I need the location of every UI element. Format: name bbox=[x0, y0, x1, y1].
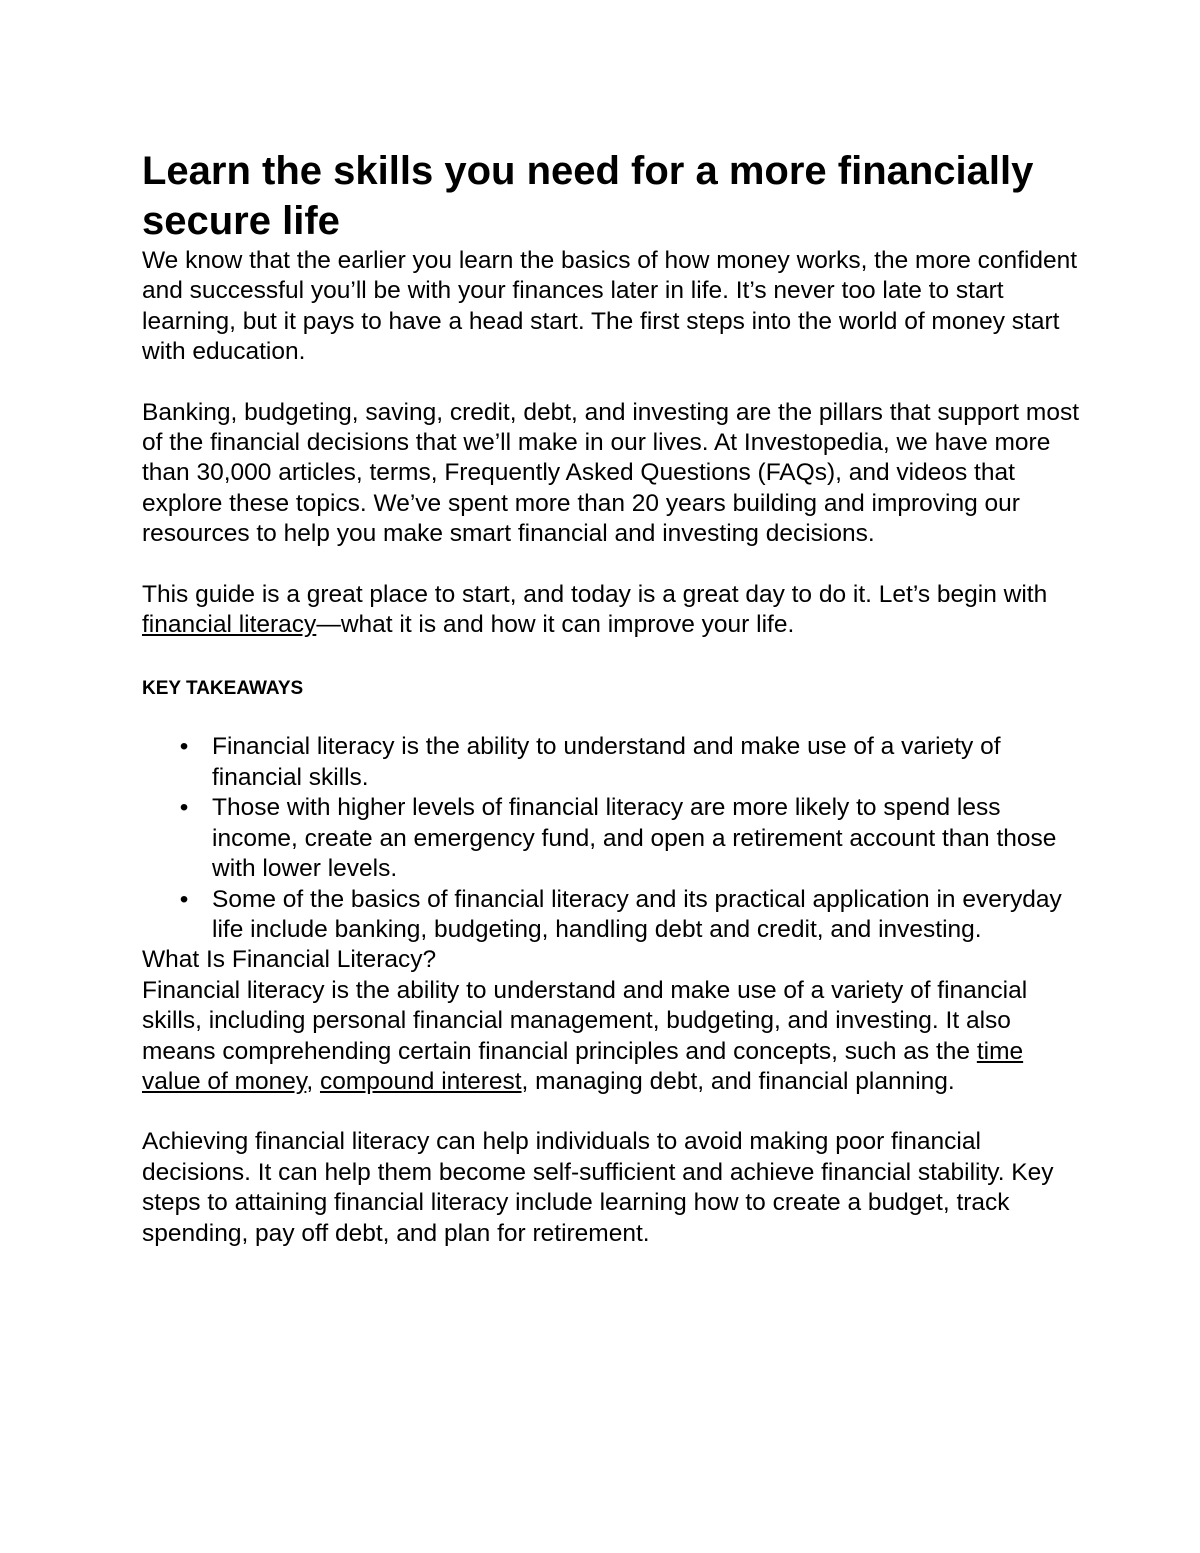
list-item bbox=[142, 793, 1082, 884]
takeaway-text: Financial literacy is the ability to understand and make use of a variety of financial skills. bbox=[212, 733, 1001, 791]
pillars-paragraph: Banking, budgeting, saving, credit, debt, and investing are the pillars that support most of the financial decisions that we’ll make in our lives. At Investopedia, we have more than 30,000 articles, terms, Frequently Asked Questions (FAQs), and videos that explore these topics. We’ve spent more than 20 years building and improving our resources to help you make smart financial and investing decisions. bbox=[142, 398, 1080, 548]
guide-text-before: This guide is a great place to start, and today is a great day to do it. Let’s begin with bbox=[142, 580, 1048, 608]
time-value-of-money-link[interactable]: time value of money bbox=[142, 1037, 1024, 1095]
achieving-paragraph: Achieving financial literacy can help individuals to avoid making poor financial decisions. It can help them become self-sufficient and achieve financial stability. Key steps to attaining financial literacy include learning how to create a budget, track spending, pay off debt, and plan for retirement. bbox=[142, 1128, 1054, 1247]
takeaway-text: Those with higher levels of financial literacy are more likely to spend less income, create an emergency fund, and open a retirement account than those with lower levels. bbox=[212, 794, 1057, 883]
list-item bbox=[142, 732, 1082, 793]
definition-text-after: , managing debt, and financial planning. bbox=[521, 1067, 955, 1095]
document-page bbox=[142, 146, 1082, 1249]
key-takeaways-heading: KEY TAKEAWAYS bbox=[142, 678, 304, 700]
compound-interest-link[interactable]: compound interest bbox=[319, 1067, 522, 1095]
bullet-icon: • bbox=[179, 733, 189, 761]
definition-paragraph bbox=[142, 976, 1082, 1098]
financial-literacy-link[interactable]: financial literacy bbox=[142, 611, 317, 639]
bullet-icon: • bbox=[179, 794, 189, 822]
guide-text-after: —what it is and how it can improve your life. bbox=[316, 611, 795, 639]
bullet-icon: • bbox=[179, 885, 189, 913]
definition-text-before: Financial literacy is the ability to understand and make use of a variety of financial skills, including personal financial management, budgeting, and investing. It also means comprehending certain financial principles and concepts, such as the bbox=[142, 976, 1028, 1065]
guide-paragraph bbox=[142, 580, 1082, 641]
page-title: Learn the skills you need for a more financially secure life bbox=[142, 149, 1034, 243]
list-item bbox=[142, 885, 1082, 946]
takeaway-text: Some of the basics of financial literacy and its practical application in everyday life include banking, budgeting, handling debt and credit, and investing. bbox=[212, 885, 1062, 943]
intro-paragraph: We know that the earlier you learn the basics of how money works, the more confident and successful you’ll be with your finances later in life. It’s never too late to start learning, but it pays to have a head start. The first steps into the world of money start with education. bbox=[142, 247, 1078, 366]
key-takeaways-list bbox=[142, 732, 1082, 945]
section-heading: What Is Financial Literacy? bbox=[142, 946, 437, 974]
definition-text-between: , bbox=[306, 1067, 320, 1095]
